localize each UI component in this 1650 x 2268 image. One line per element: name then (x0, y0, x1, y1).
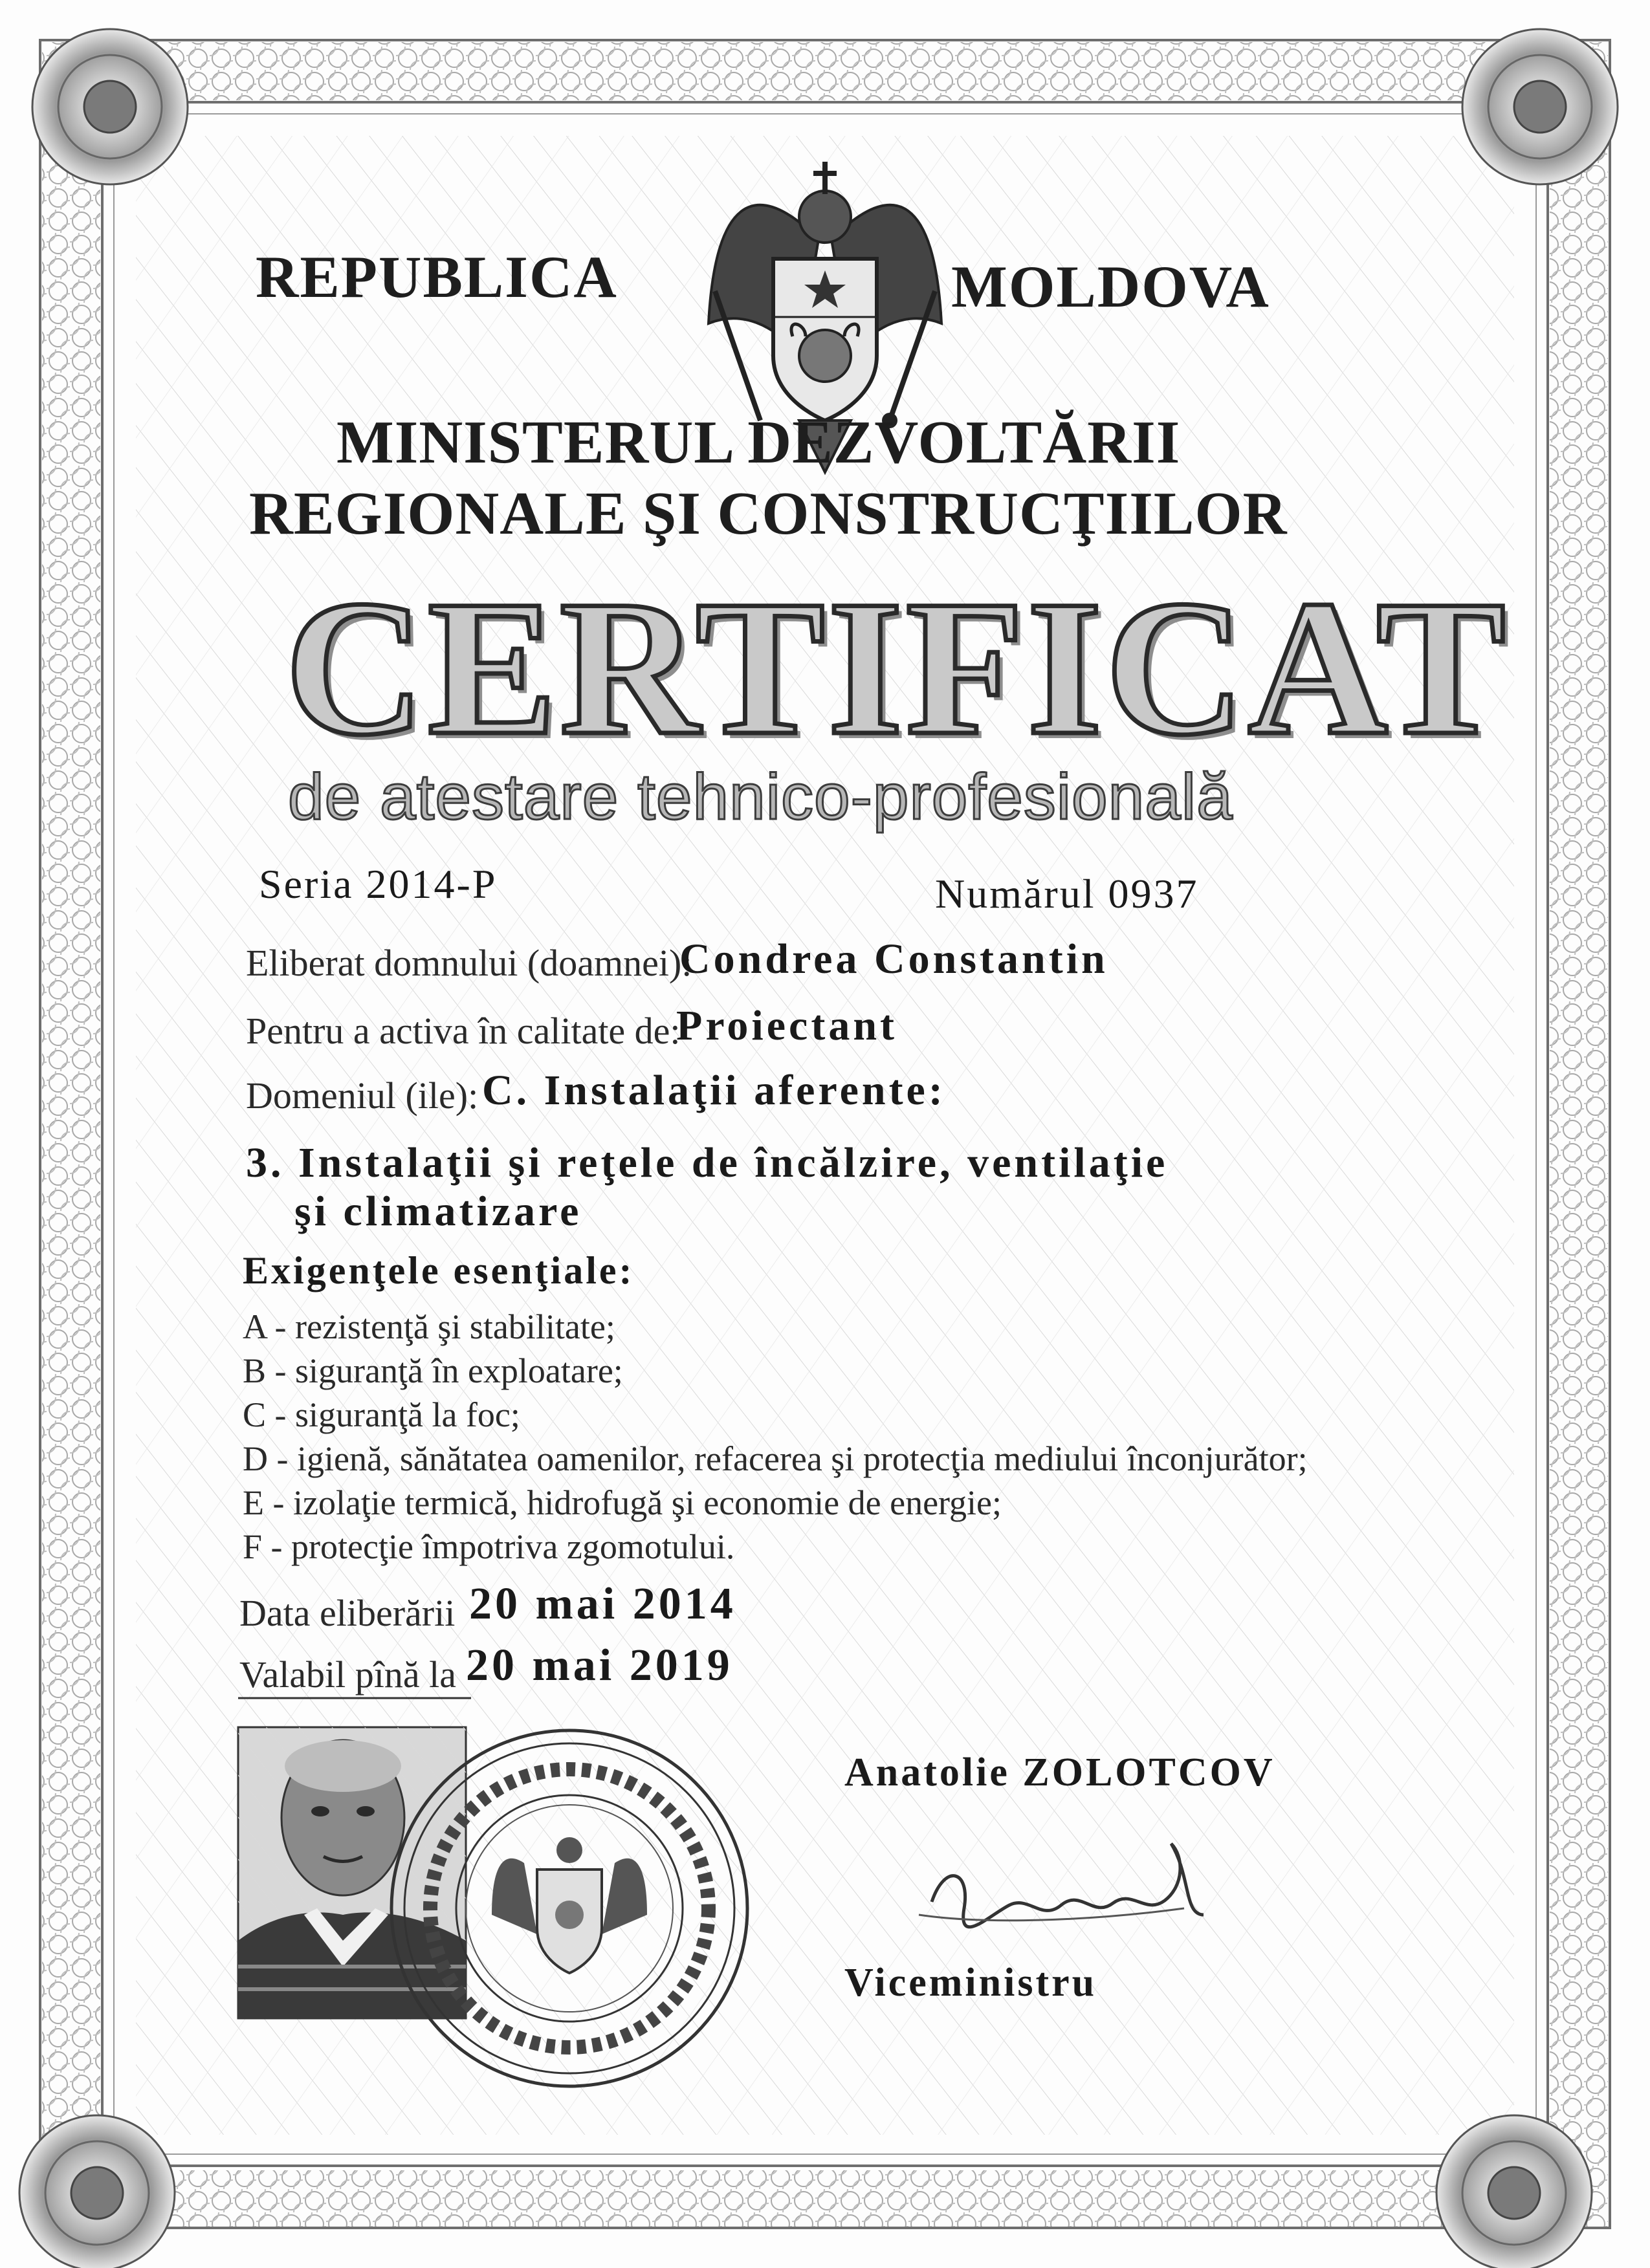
country-name-left: REPUBLICA (256, 244, 618, 310)
corner-rosette-icon (19, 2115, 175, 2268)
signer-position: Viceministru (844, 1961, 1097, 2005)
domain-detail-line2: şi climatizare (294, 1188, 582, 1235)
certificate-number: Numărul 0937 (935, 871, 1199, 917)
requirement-item: F - protecţie împotriva zgomotului. (243, 1527, 735, 1566)
role-label: Pentru a activa în calitate de: (246, 1010, 681, 1052)
certificate-series: Seria 2014-P (259, 861, 498, 907)
domain-label: Domeniul (ile): (246, 1074, 479, 1117)
domain-value: C. Instalaţii aferente: (482, 1067, 946, 1114)
valid-until-label: Valabil pînă la (239, 1653, 457, 1696)
role-value: Proiectant (676, 1002, 898, 1049)
corner-rosette-icon (32, 29, 188, 184)
issue-date-value: 20 mai 2014 (469, 1579, 736, 1629)
issued-to-label: Eliberat domnului (doamnei): (246, 942, 692, 984)
valid-until-value: 20 mai 2019 (466, 1641, 733, 1690)
requirement-item: B - siguranţă în exploatare; (243, 1351, 623, 1390)
domain-detail-line1: 3. Instalaţii şi reţele de încălzire, ventilaţie (246, 1139, 1169, 1186)
ministry-name-line2: REGIONALE ŞI CONSTRUCŢIILOR (249, 480, 1288, 547)
issue-date-label: Data eliberării (239, 1592, 456, 1634)
document-title: CERTIFICAT (285, 560, 1508, 775)
requirements-heading: Exigenţele esenţiale: (243, 1249, 635, 1292)
document-subtitle: de atestare tehnico-profesională (288, 761, 1233, 833)
signer-name: Anatolie ZOLOTCOV (844, 1750, 1275, 1794)
ministry-name-line1: MINISTERUL DEZVOLTĂRII (336, 409, 1181, 476)
requirement-item: E - izolaţie termică, hidrofugă şi economie de energie; (243, 1483, 1002, 1522)
requirement-item: D - igienă, sănătatea oamenilor, refacerea şi protecţia mediului înconjurător; (243, 1439, 1308, 1478)
country-name-right: MOLDOVA (951, 254, 1270, 320)
requirement-item: C - siguranţă la foc; (243, 1395, 520, 1434)
corner-rosette-icon (1462, 29, 1618, 184)
issued-to-value: Condrea Constantin (679, 935, 1108, 983)
corner-rosette-icon (1436, 2115, 1592, 2268)
requirement-item: A - rezistenţă şi stabilitate; (243, 1307, 615, 1346)
